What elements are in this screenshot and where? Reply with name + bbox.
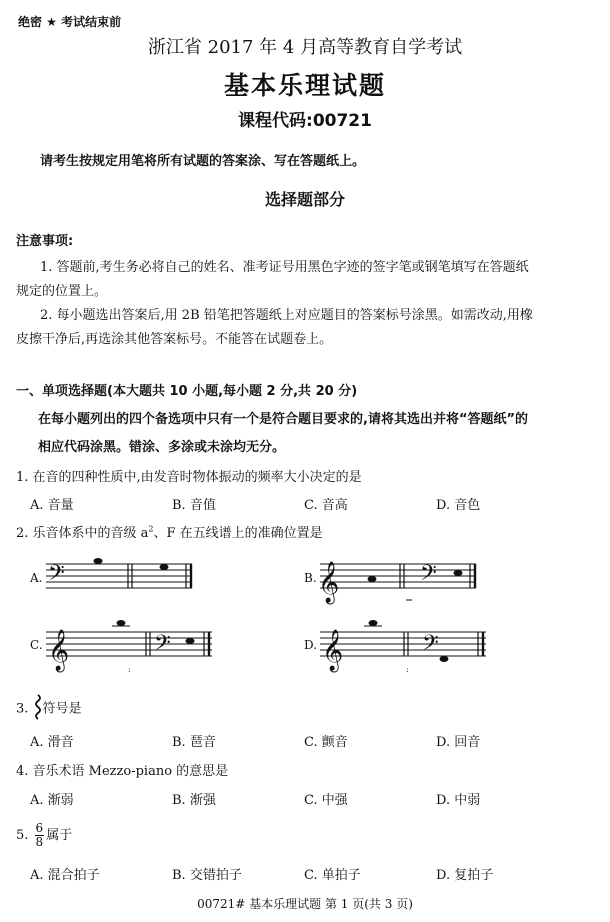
section-title: 一、单项选择题(本大题共 10 小题,每小题 2 分,共 20 分) — [16, 384, 358, 399]
arpeggio-icon — [33, 694, 43, 720]
bass-clef: 𝄢 — [48, 561, 65, 591]
note-1-line-2: 规定的位置上。 — [16, 284, 108, 299]
notes-heading: 注意事项: — [16, 234, 74, 249]
question-4-stem: 4. 音乐术语 Mezzo-piano 的意思是 — [16, 764, 229, 779]
q4-option-d: D. 中弱 — [436, 793, 481, 808]
q1-option-b: B. 音值 — [172, 498, 216, 513]
staff-option-b — [320, 552, 480, 622]
q5-option-a: A. 混合拍子 — [30, 868, 100, 883]
svg-text::: : — [406, 665, 409, 674]
staff-option-c — [46, 614, 216, 684]
note-head — [186, 638, 195, 644]
section-desc-2: 相应代码涂黑。错涂、多涂或未涂均无分。 — [38, 440, 286, 455]
q4-option-a: A. 渐弱 — [30, 793, 74, 808]
svg-text::: : — [128, 665, 131, 674]
q5-option-d: D. 复拍子 — [436, 868, 494, 883]
note-head — [369, 620, 378, 626]
q5-option-c: C. 单拍子 — [304, 868, 361, 883]
course-code: 课程代码:00721 — [238, 111, 372, 131]
note-1-line-1: 1. 答题前,考生务必将自己的姓名、准考证号用黑色字迹的签字笔或钢笔填写在答题纸 — [40, 260, 529, 275]
time-signature-fraction: $\frac{6}{8}$ — [35, 821, 44, 849]
exam-title: 浙江省 2017 年 4 月高等教育自学考试 — [147, 37, 463, 58]
secret-label: 绝密 ★ 考试结束前 — [18, 15, 122, 29]
treble-clef: 𝄞 — [48, 630, 70, 671]
note-head — [94, 558, 103, 564]
q2-option-a: A. — [30, 571, 43, 585]
q2-option-b: B. — [304, 571, 317, 585]
bass-clef: 𝄢 — [422, 631, 439, 661]
bass-clef: 𝄢 — [420, 561, 437, 591]
note-head — [454, 570, 463, 576]
note-head — [117, 620, 126, 626]
q2-option-d: D. — [304, 638, 318, 652]
q5-option-b: B. 交错拍子 — [172, 868, 242, 883]
question-5-stem: 5. $\frac{6}{8}$ 属于 — [16, 821, 73, 849]
section-desc-1: 在每小题列出的四个备选项中只有一个是符合题目要求的,请将其选出并将“答题纸”的 — [38, 412, 529, 427]
q4-option-c: C. 中强 — [304, 793, 348, 808]
treble-clef: 𝄞 — [318, 562, 340, 603]
q1-option-a: A. 音量 — [30, 498, 74, 513]
q4-option-b: B. 渐强 — [172, 793, 216, 808]
q1-option-c: C. 音高 — [304, 498, 348, 513]
note-head — [440, 656, 449, 662]
note-2-line-1: 2. 每小题选出答案后,用 2B 铅笔把答题纸上对应题目的答案标号涂黑。如需改动,用橡 — [40, 308, 533, 323]
note-head — [368, 576, 377, 582]
q3-option-c: C. 颤音 — [304, 735, 348, 750]
q3-option-d: D. 回音 — [436, 735, 481, 750]
bass-clef: 𝄢 — [154, 631, 171, 661]
part-heading: 选择题部分 — [264, 190, 345, 209]
note-head — [160, 564, 169, 570]
question-2-stem: 2. 乐音体系中的音级 $a^2$、F 在五线谱上的准确位置是 — [16, 524, 323, 541]
paper-title: 基本乐理试题 — [223, 71, 386, 100]
staff-option-d — [320, 614, 490, 684]
question-1-stem: 1. 在音的四种性质中,由发音时物体振动的频率大小决定的是 — [16, 470, 362, 485]
instruction-text: 请考生按规定用笔将所有试题的答案涂、写在答题纸上。 — [40, 154, 366, 169]
q3-option-b: B. 琶音 — [172, 735, 216, 750]
q2-option-c: C. — [30, 638, 43, 652]
treble-clef: 𝄞 — [322, 630, 344, 671]
q3-option-a: A. 滑音 — [30, 735, 74, 750]
q1-option-d: D. 音色 — [436, 498, 481, 513]
page-footer: 00721# 基本乐理试题 第 1 页(共 3 页) — [197, 897, 413, 911]
note-2-line-2: 皮擦干净后,再选涂其他答案标号。不能答在试题卷上。 — [16, 332, 333, 347]
question-3-stem: 3. 符号是 — [16, 696, 82, 722]
staff-option-a — [46, 556, 196, 606]
